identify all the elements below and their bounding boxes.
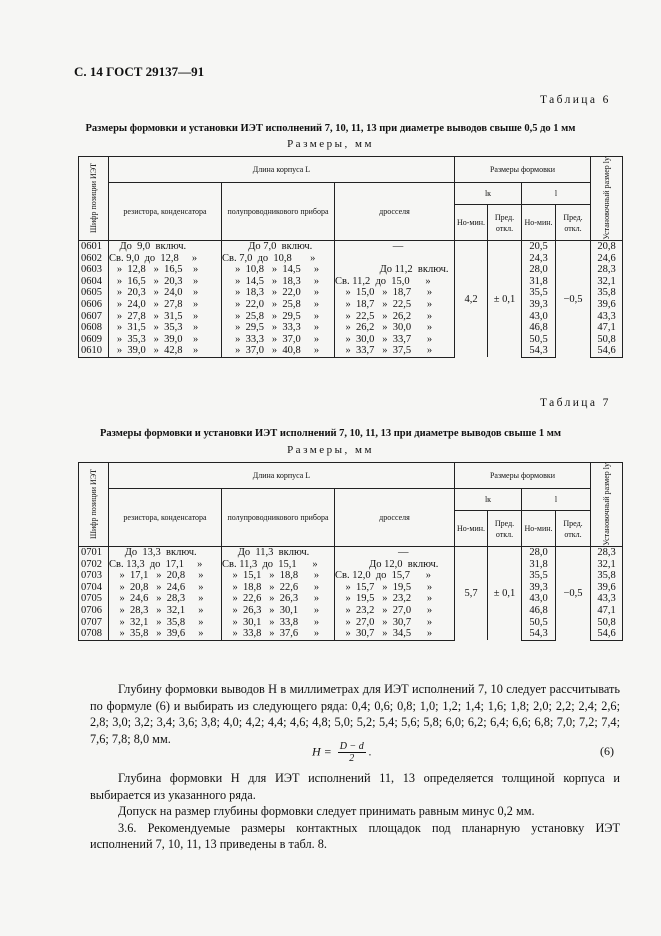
cell-l-nom: 24,3: [522, 253, 556, 265]
header-lk: lк: [455, 183, 522, 205]
header-lk-nom: Но-мин.: [455, 511, 488, 547]
formula-denominator: 2: [349, 753, 355, 764]
cell-code: 0704: [79, 582, 109, 594]
table-row: [79, 570, 623, 582]
table-row: [79, 559, 623, 571]
header-install-text: Установочный размер lу: [601, 157, 611, 240]
cell-code: 0606: [79, 299, 109, 311]
cell-install: 24,6: [591, 253, 623, 265]
table-7-units: Размеры, мм: [287, 444, 374, 456]
cell-semiconductor: » 22,6 » 26,3 »: [222, 593, 335, 605]
header-l-nom: Но-мин.: [522, 205, 556, 241]
header-code: [79, 157, 109, 241]
formula-fraction: [338, 741, 366, 764]
header-l: l: [522, 183, 591, 205]
paragraph-3-6: 3.6. Рекомендуемые размеры контактных площадок под планарную установку ИЭТ исполнений 7, 10, 11, 13 приведены в табл. 8.: [90, 820, 620, 851]
header-forming: Размеры формовки: [455, 157, 591, 183]
cell-lk-dev: ± 0,1: [488, 241, 522, 358]
header-l: l: [522, 489, 591, 511]
cell-semiconductor: » 22,0 » 25,8 »: [222, 299, 335, 311]
cell-l-nom: 20,5: [522, 241, 556, 253]
cell-code: 0701: [79, 547, 109, 559]
cell-semiconductor: » 14,5 » 18,3 »: [222, 276, 335, 288]
cell-l-nom: 43,0: [522, 593, 556, 605]
cell-semiconductor: » 29,5 » 33,3 »: [222, 322, 335, 334]
cell-semiconductor: » 18,3 » 22,0 »: [222, 287, 335, 299]
cell-install: 47,1: [591, 322, 623, 334]
header-lk-nom: Но-мин.: [455, 205, 488, 241]
cell-install: 32,1: [591, 276, 623, 288]
cell-install: 32,1: [591, 559, 623, 571]
cell-resistor: » 20,8 » 24,6 »: [109, 582, 222, 594]
paragraph-depth-11-13: Глубина формовки H для ИЭТ исполнений 11, 13 определяется толщиной корпуса и выбирается из указанного ряда.: [90, 771, 620, 802]
cell-code: 0605: [79, 287, 109, 299]
header-l-nom: Но-мин.: [522, 511, 556, 547]
cell-choke: » 23,2 » 27,0 »: [335, 605, 455, 617]
header-lk-dev: Пред. откл.: [488, 511, 522, 547]
cell-l-dev: −0,5: [556, 547, 591, 641]
cell-choke: Св. 12,0 до 15,7 »: [335, 570, 455, 582]
cell-install: 54,6: [591, 345, 623, 357]
cell-resistor: » 24,0 » 27,8 »: [109, 299, 222, 311]
formula-6: H = $\frac{D - d}{2}$ .: [312, 741, 372, 764]
cell-install: 35,8: [591, 570, 623, 582]
formula-lhs: H =: [312, 744, 332, 759]
cell-l-nom: 28,0: [522, 264, 556, 276]
table-7: [78, 462, 623, 641]
cell-semiconductor: » 10,8 » 14,5 »: [222, 264, 335, 276]
cell-install: 50,8: [591, 617, 623, 629]
cell-code: 0706: [79, 605, 109, 617]
cell-choke: До 12,0 включ.: [335, 559, 455, 571]
cell-choke: » 15,7 » 19,5 »: [335, 582, 455, 594]
cell-l-nom: 54,3: [522, 345, 556, 357]
cell-semiconductor: » 30,1 » 33,8 »: [222, 617, 335, 629]
cell-resistor: До 9,0 включ.: [109, 241, 222, 253]
table-row: [79, 345, 623, 357]
cell-code: 0602: [79, 253, 109, 265]
header-resistor: резистора, конденсатора: [109, 183, 222, 241]
cell-install: 54,6: [591, 628, 623, 640]
header-choke: дросселя: [335, 489, 455, 547]
header-choke: дросселя: [335, 183, 455, 241]
cell-resistor: » 17,1 » 20,8 »: [109, 570, 222, 582]
cell-code: 0702: [79, 559, 109, 571]
cell-l-nom: 35,5: [522, 287, 556, 299]
cell-l-nom: 50,5: [522, 334, 556, 346]
table-row: [79, 287, 623, 299]
cell-semiconductor: » 37,0 » 40,8 »: [222, 345, 335, 357]
cell-code: 0604: [79, 276, 109, 288]
cell-resistor: » 27,8 » 31,5 »: [109, 311, 222, 323]
header-code-text: Шифр позиции ИЭТ: [88, 469, 98, 540]
cell-resistor: » 35,8 » 39,6 »: [109, 628, 222, 640]
cell-semiconductor: » 33,3 » 37,0 »: [222, 334, 335, 346]
cell-code: 0603: [79, 264, 109, 276]
cell-choke: —: [335, 547, 455, 559]
header-install-text: Установочный размер lу: [601, 463, 611, 546]
cell-l-nom: 35,5: [522, 570, 556, 582]
cell-choke: » 30,0 » 33,7 »: [335, 334, 455, 346]
header-semiconductor: полупроводникового прибора: [222, 183, 335, 241]
cell-code: 0707: [79, 617, 109, 629]
cell-choke: До 11,2 включ.: [335, 264, 455, 276]
cell-choke: » 15,0 » 18,7 »: [335, 287, 455, 299]
cell-choke: » 27,0 » 30,7 »: [335, 617, 455, 629]
formula-number: (6): [600, 744, 614, 758]
formula-numerator: D − d: [339, 741, 364, 752]
cell-choke: » 22,5 » 26,2 »: [335, 311, 455, 323]
cell-semiconductor: Св. 11,3 до 15,1 »: [222, 559, 335, 571]
table-row: [79, 241, 623, 253]
paragraph-depth-series: Глубину формовки выводов H в миллиметрах для ИЭТ исполнений 7, 10 следует рассчитывать по формуле (6) и выбирать из следующего ряда: 0,4; 0,6; 0,8; 1,0; 1,2; 1,4; 1,6; 1,8; 2,0; 2,2; 2,4; 2,6; 2,8; 3,0; 3,2; 3,4; 3,6; 3,8; 4,0; 4,2; 4,4; 4,6; 4,8; 5,0; 5,2; 5,4; 5,6; 5,8; 6,0; 6,2; 6,4; 6,6; 6,8; 7,0; 7,2; 7,4; 7,6; 7,8; 8,0 мм.: [90, 682, 620, 746]
cell-semiconductor: » 15,1 » 18,8 »: [222, 570, 335, 582]
cell-semiconductor: » 26,3 » 30,1 »: [222, 605, 335, 617]
table-row: [79, 311, 623, 323]
cell-choke: [335, 253, 455, 265]
cell-resistor: Св. 13,3 до 17,1 »: [109, 559, 222, 571]
cell-semiconductor: » 33,8 » 37,6 »: [222, 628, 335, 640]
cell-semiconductor: До 7,0 включ.: [222, 241, 335, 253]
cell-install: 39,6: [591, 299, 623, 311]
cell-resistor: » 35,3 » 39,0 »: [109, 334, 222, 346]
header-l-dev: Пред. откл.: [556, 511, 591, 547]
table-6-units: Размеры, мм: [287, 138, 374, 150]
cell-code: 0609: [79, 334, 109, 346]
header-lk: lк: [455, 489, 522, 511]
cell-choke: Св. 11,2 до 15,0 »: [335, 276, 455, 288]
cell-lk-nom: 5,7: [455, 547, 488, 641]
table-row: [79, 334, 623, 346]
table-7-caption: Таблица 7: [540, 397, 611, 409]
cell-semiconductor: » 25,8 » 29,5 »: [222, 311, 335, 323]
table-row: [79, 299, 623, 311]
cell-install: 43,3: [591, 311, 623, 323]
table-row: [79, 582, 623, 594]
header-body-length: Длина корпуса L: [109, 157, 455, 183]
cell-l-nom: 31,8: [522, 559, 556, 571]
cell-code: 0610: [79, 345, 109, 357]
header-code: [79, 463, 109, 547]
header-body-length: Длина корпуса L: [109, 463, 455, 489]
cell-resistor: » 20,3 » 24,0 »: [109, 287, 222, 299]
cell-l-nom: 43,0: [522, 311, 556, 323]
header-lk-dev: Пред. откл.: [488, 205, 522, 241]
cell-install: 28,3: [591, 547, 623, 559]
body-text: [90, 681, 620, 747]
cell-l-nom: 54,3: [522, 628, 556, 640]
cell-semiconductor: » 18,8 » 22,6 »: [222, 582, 335, 594]
cell-l-nom: 31,8: [522, 276, 556, 288]
cell-resistor: » 28,3 » 32,1 »: [109, 605, 222, 617]
header-install: [591, 157, 623, 241]
cell-install: 20,8: [591, 241, 623, 253]
cell-l-dev: −0,5: [556, 241, 591, 358]
cell-resistor: » 24,6 » 28,3 »: [109, 593, 222, 605]
table-row: [79, 547, 623, 559]
cell-code: 0708: [79, 628, 109, 640]
table-7-title: Размеры формовки и установки ИЭТ исполнений 7, 10, 11, 13 при диаметре выводов свыше 1 мм: [99, 428, 561, 439]
cell-install: 28,3: [591, 264, 623, 276]
table-6: [78, 156, 623, 358]
cell-lk-nom: 4,2: [455, 241, 488, 358]
table-row: [79, 617, 623, 629]
cell-resistor: » 32,1 » 35,8 »: [109, 617, 222, 629]
table-row: [79, 264, 623, 276]
header-install: [591, 463, 623, 547]
cell-l-nom: 28,0: [522, 547, 556, 559]
cell-l-nom: 50,5: [522, 617, 556, 629]
cell-code: 0601: [79, 241, 109, 253]
cell-choke: » 26,2 » 30,0 »: [335, 322, 455, 334]
cell-resistor: До 13,3 включ.: [109, 547, 222, 559]
cell-code: 0703: [79, 570, 109, 582]
body-text-2: [90, 770, 620, 853]
cell-semiconductor: Св. 7,0 до 10,8 »: [222, 253, 335, 265]
cell-choke: » 30,7 » 34,5 »: [335, 628, 455, 640]
cell-choke: » 33,7 » 37,5 »: [335, 345, 455, 357]
table-6-title: Размеры формовки и установки ИЭТ исполнений 7, 10, 11, 13 при диаметре выводов свыше 0,5 до 1 мм: [85, 123, 576, 134]
header-code-text: Шифр позиции ИЭТ: [88, 163, 98, 234]
cell-install: 43,3: [591, 593, 623, 605]
cell-resistor: » 12,8 » 16,5 »: [109, 264, 222, 276]
cell-resistor: Св. 9,0 до 12,8 »: [109, 253, 222, 265]
table-row: [79, 322, 623, 334]
cell-l-nom: 39,3: [522, 582, 556, 594]
cell-choke: » 19,5 » 23,2 »: [335, 593, 455, 605]
cell-semiconductor: До 11,3 включ.: [222, 547, 335, 559]
table-row: [79, 276, 623, 288]
paragraph-tolerance: Допуск на размер глубины формовки следует принимать равным минус 0,2 мм.: [118, 804, 535, 818]
cell-resistor: » 16,5 » 20,3 »: [109, 276, 222, 288]
cell-code: 0705: [79, 593, 109, 605]
cell-install: 39,6: [591, 582, 623, 594]
cell-code: 0608: [79, 322, 109, 334]
cell-l-nom: 46,8: [522, 322, 556, 334]
cell-l-nom: 46,8: [522, 605, 556, 617]
cell-install: 47,1: [591, 605, 623, 617]
cell-resistor: » 31,5 » 35,3 »: [109, 322, 222, 334]
cell-choke: » 18,7 » 22,5 »: [335, 299, 455, 311]
cell-code: 0607: [79, 311, 109, 323]
table-row: [79, 593, 623, 605]
cell-lk-dev: ± 0,1: [488, 547, 522, 641]
cell-install: 35,8: [591, 287, 623, 299]
page-header: С. 14 ГОСТ 29137—91: [74, 64, 205, 79]
header-forming: Размеры формовки: [455, 463, 591, 489]
table-row: [79, 605, 623, 617]
cell-install: 50,8: [591, 334, 623, 346]
table-6-caption: Таблица 6: [540, 94, 611, 106]
header-semiconductor: полупроводникового прибора: [222, 489, 335, 547]
header-resistor: резистора, конденсатора: [109, 489, 222, 547]
header-l-dev: Пред. откл.: [556, 205, 591, 241]
table-row: [79, 253, 623, 265]
cell-resistor: » 39,0 » 42,8 »: [109, 345, 222, 357]
cell-choke: —: [335, 241, 455, 253]
cell-l-nom: 39,3: [522, 299, 556, 311]
table-row: [79, 628, 623, 640]
